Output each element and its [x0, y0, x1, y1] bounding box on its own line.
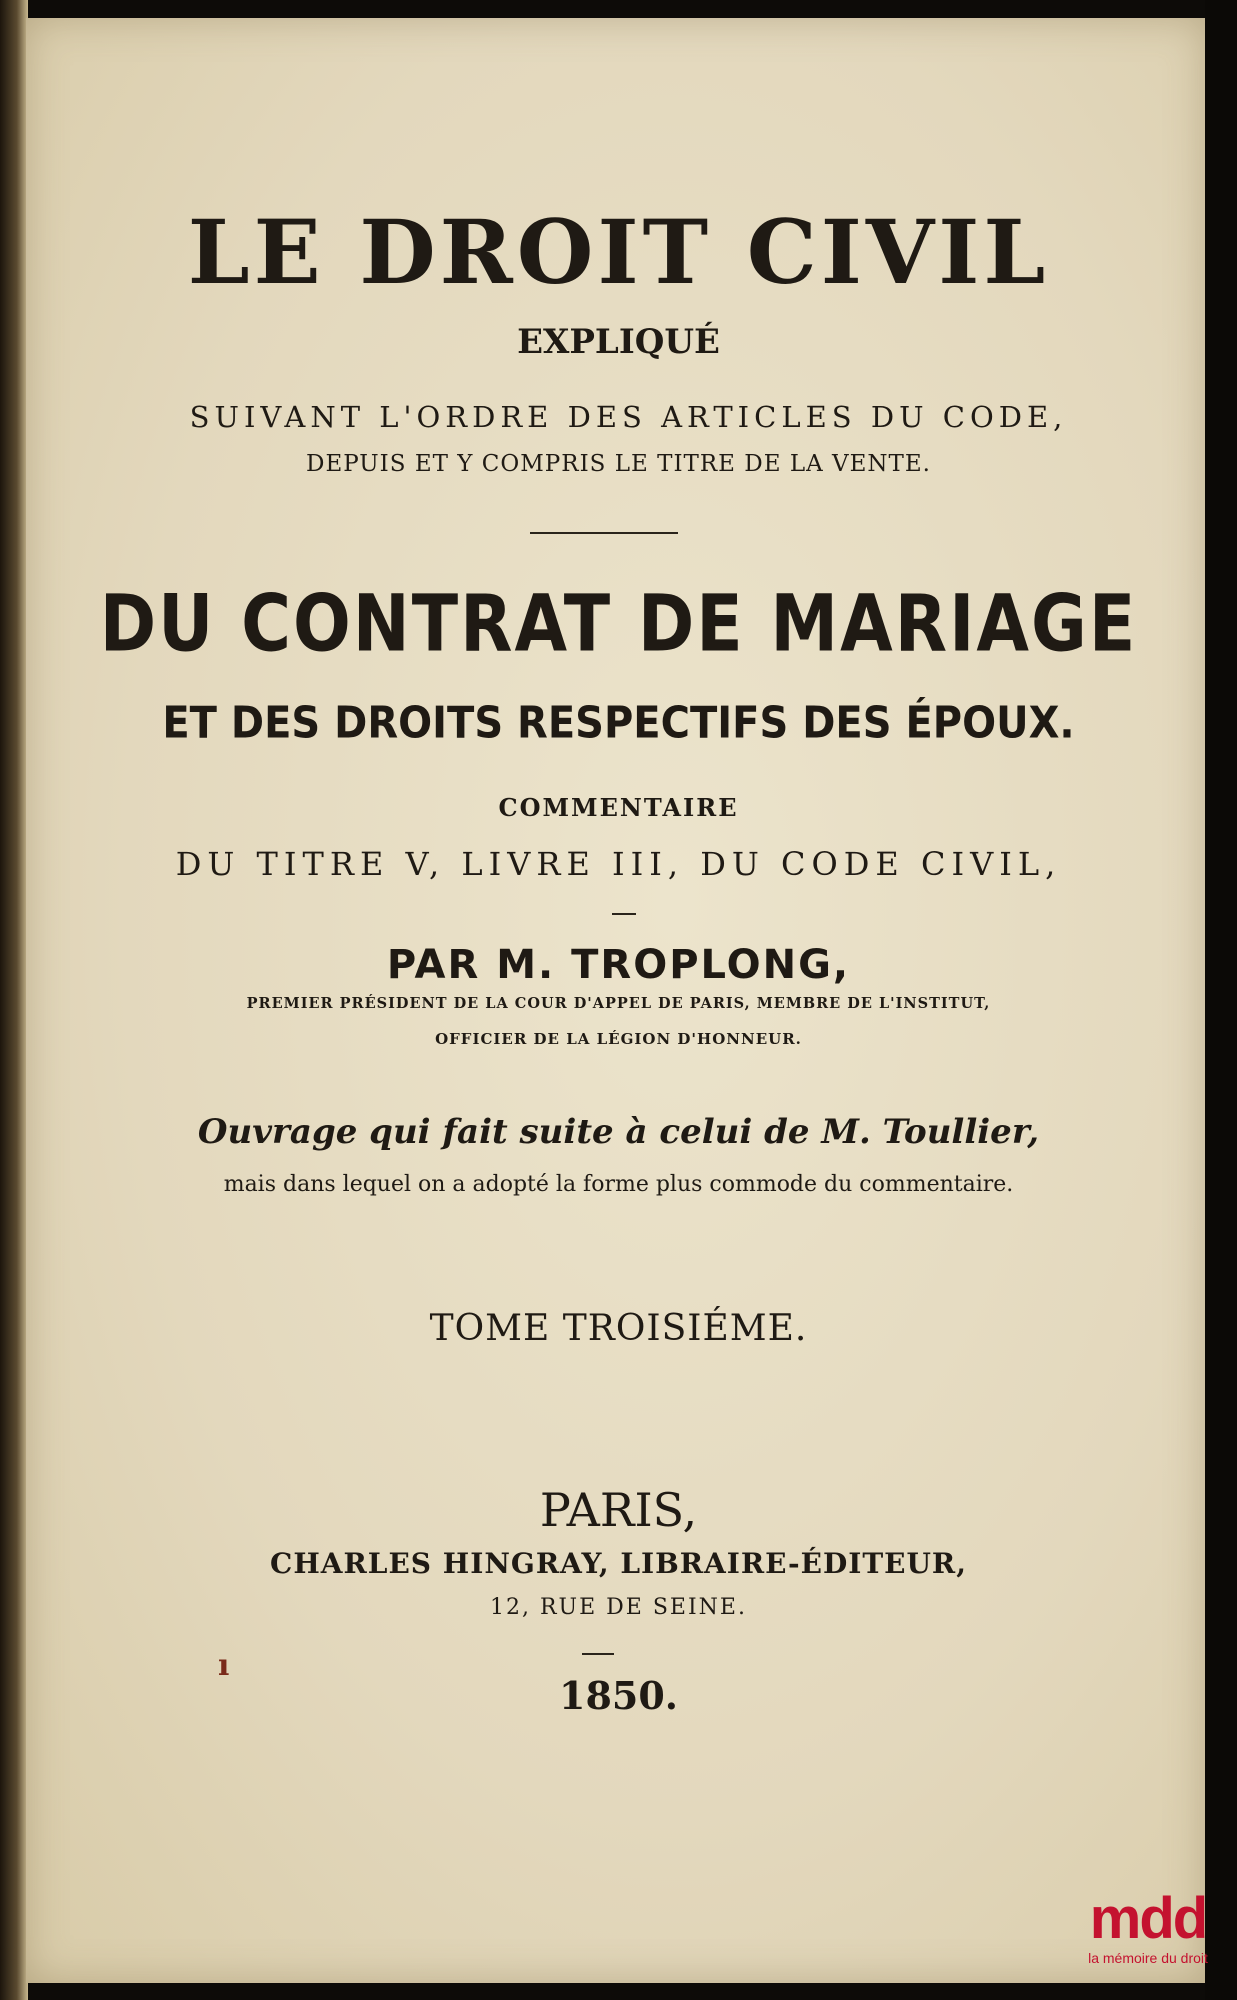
divider-rule-1: [530, 532, 678, 534]
book-title: LE DROIT CIVIL: [187, 200, 1050, 304]
commentary-scope: DU TITRE V, LIVRE III, DU CODE CIVIL,: [175, 845, 1062, 883]
ink-mark: ı: [218, 1648, 230, 1683]
note-line-2: mais dans lequel on a adopté la forme plus commode du commentaire.: [223, 1172, 1014, 1197]
mdd-logo-tagline: la mémoire du droit: [1088, 1950, 1208, 1966]
main-title: DU CONTRAT DE MARIAGE: [99, 579, 1138, 670]
publication-city: PARIS,: [539, 1483, 698, 1537]
volume-label: TOME TROISIÉME.: [429, 1308, 808, 1349]
divider-rule-2: [612, 913, 636, 915]
publication-year: 1850.: [559, 1673, 678, 1718]
note-line-1: Ouvrage qui fait suite à celui de M. Toullier,: [197, 1112, 1040, 1152]
mdd-logo-mark: mdd: [1089, 1886, 1207, 1951]
subtitle-line-2: DEPUIS ET Y COMPRIS LE TITRE DE LA VENTE.: [306, 451, 931, 477]
author-name: PAR M. TROPLONG,: [386, 942, 851, 988]
commentary-label: COMMENTAIRE: [498, 793, 739, 822]
mdd-watermark-logo: [1073, 1888, 1223, 1978]
book-subtitle: EXPLIQUÉ: [517, 322, 720, 362]
divider-rule-3: [582, 1653, 614, 1655]
main-subtitle: ET DES DROITS RESPECTIFS DES ÉPOUX.: [162, 697, 1075, 749]
publisher-address: 12, RUE DE SEINE.: [490, 1595, 747, 1620]
subtitle-line-1: SUIVANT L'ORDRE DES ARTICLES DU CODE,: [189, 400, 1068, 434]
author-title-2: OFFICIER DE LA LÉGION D'HONNEUR.: [435, 1030, 802, 1048]
author-title-1: PREMIER PRÉSIDENT DE LA COUR D'APPEL DE PARIS, MEMBRE DE L'INSTITUT,: [246, 995, 991, 1012]
publisher-name: CHARLES HINGRAY, LIBRAIRE-ÉDITEUR,: [270, 1547, 967, 1580]
